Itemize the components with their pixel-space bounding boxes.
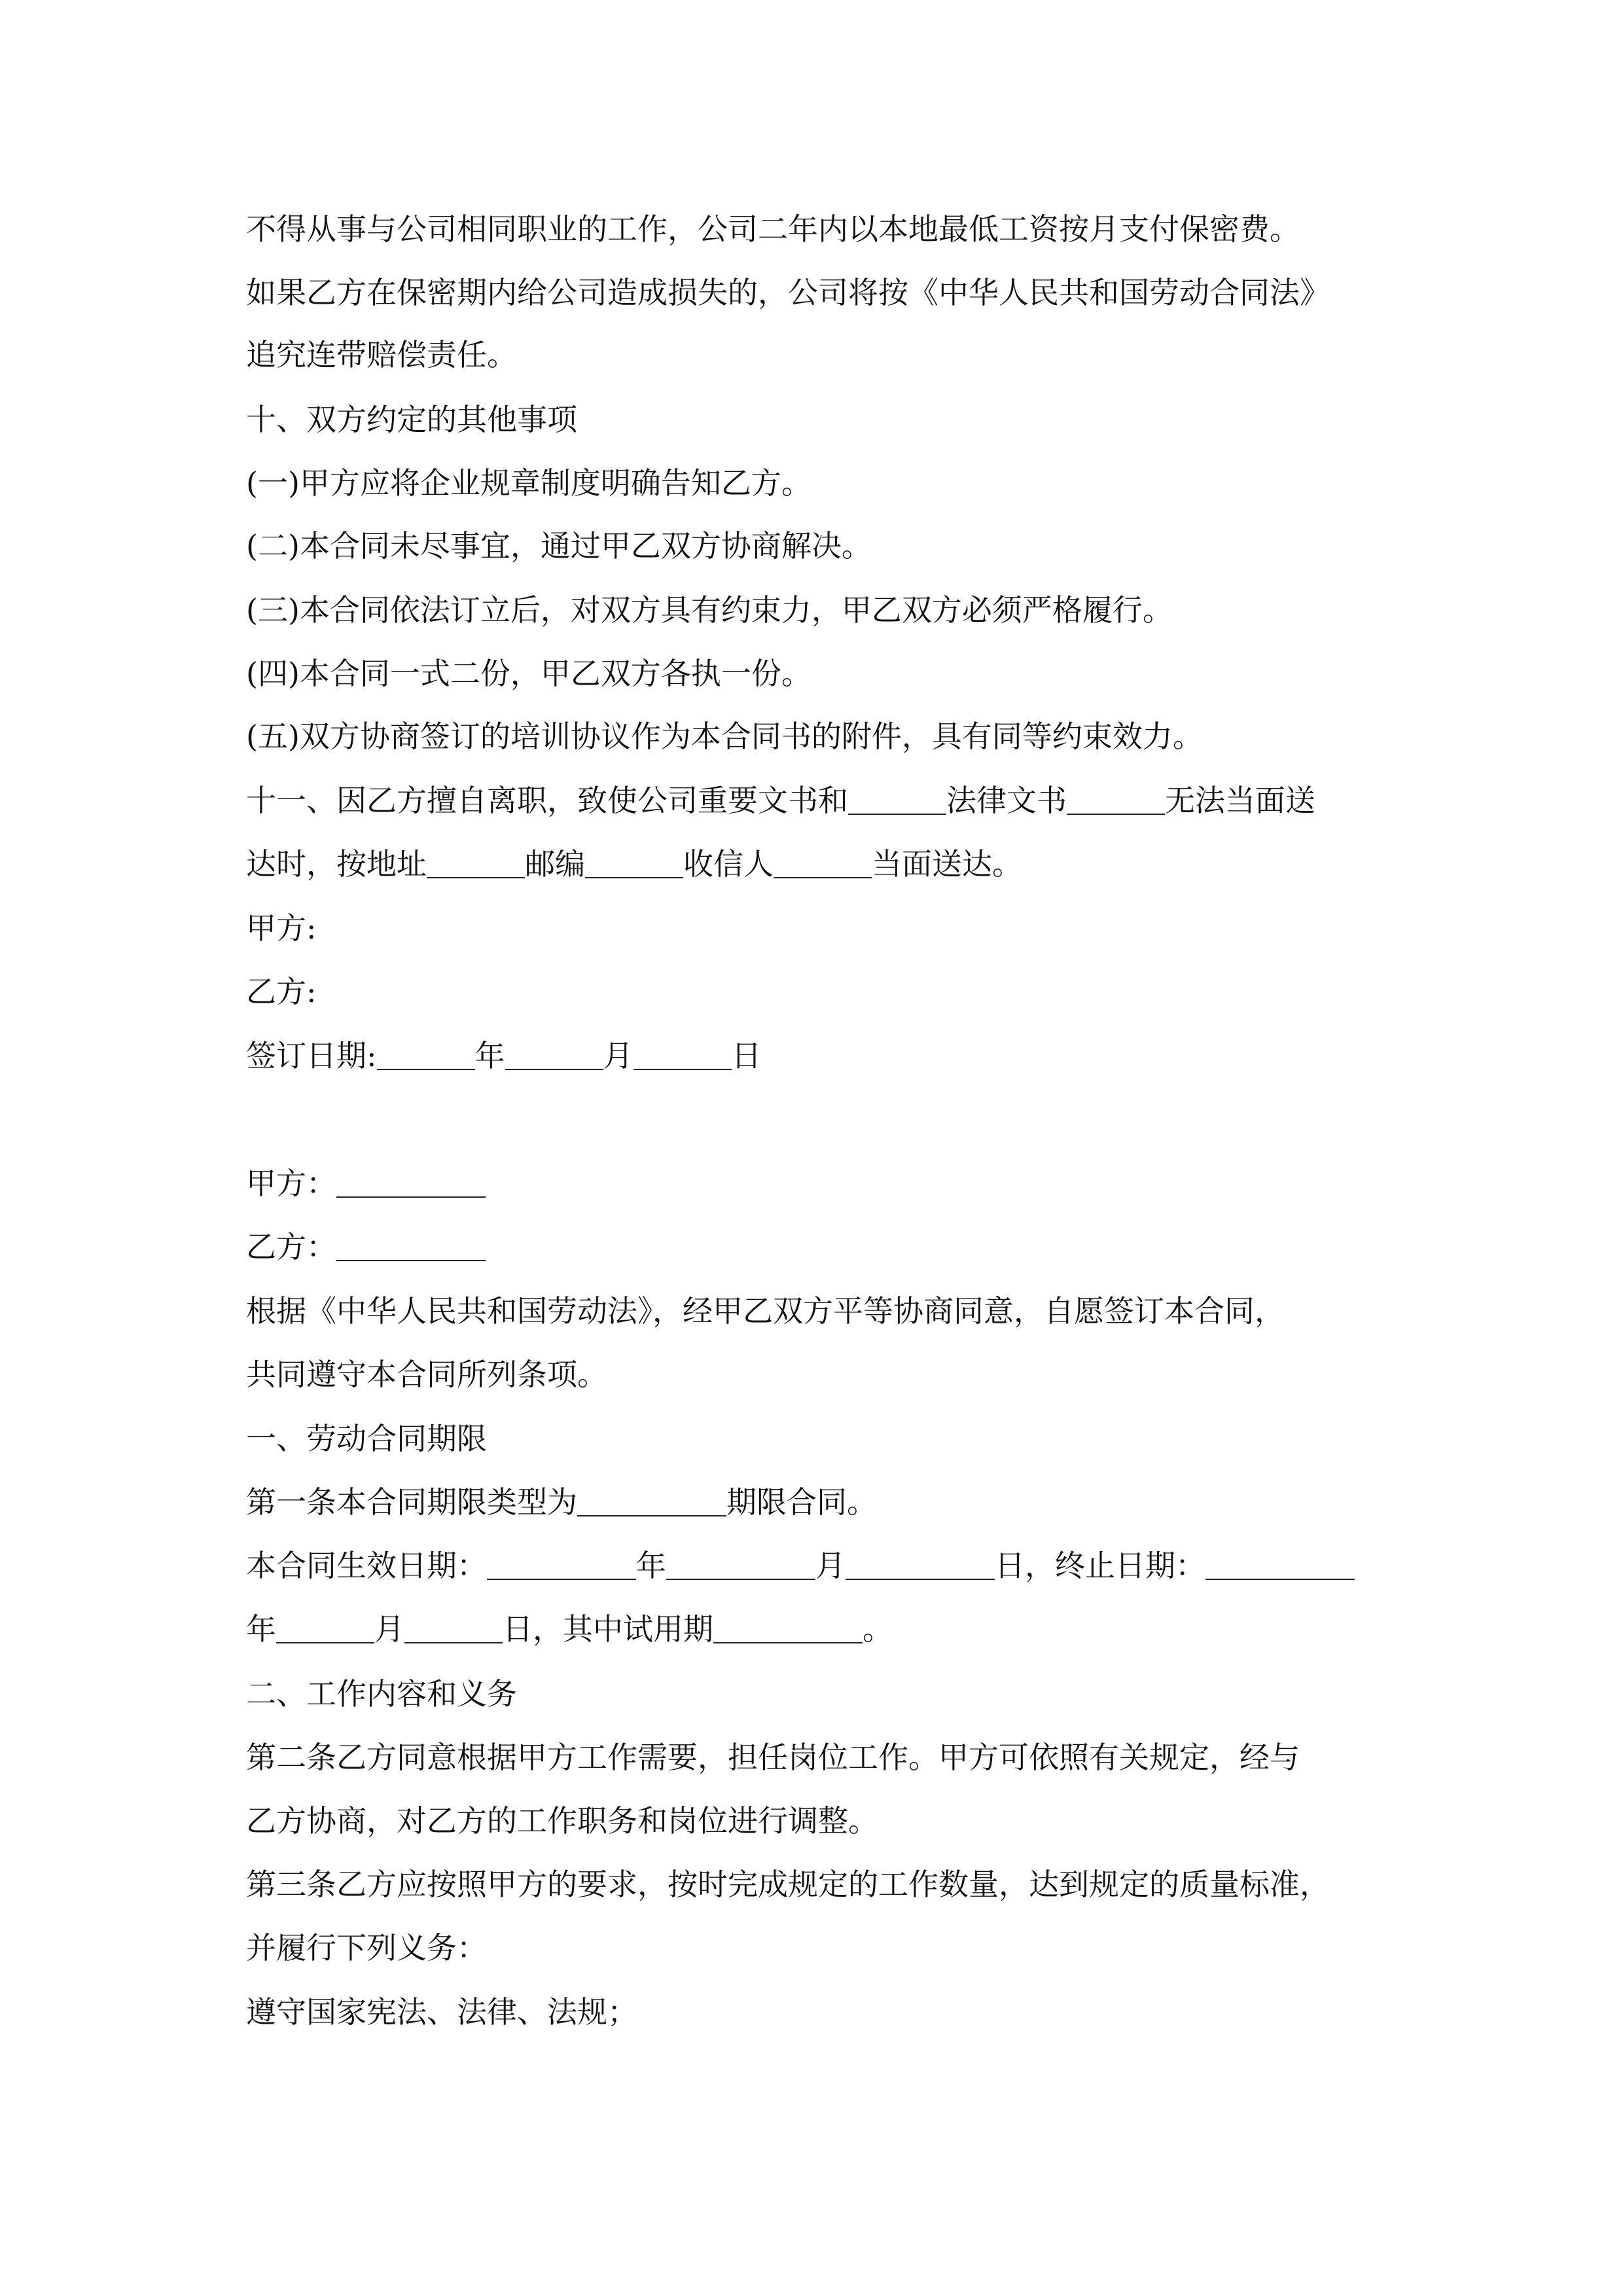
end-date-label: 日，终止日期： [995, 1548, 1205, 1583]
section-10-item-1: (一)甲方应将企业规章制度明确告知乙方。 [246, 465, 812, 501]
probation-line [246, 1608, 1385, 1650]
address-blank [427, 846, 525, 878]
party-a-label-2: 甲方： [246, 1166, 336, 1201]
sign-date-label: 签订日期: [246, 1038, 377, 1073]
section-10-item-5: (五)双方协商签订的培训协议作为本合同书的附件，具有同等约束效力。 [246, 719, 1203, 754]
year-label: 年 [246, 1611, 276, 1647]
intro-line-1: 根据《中华人民共和国劳动法》，经甲乙双方平等协商同意，自愿签订本合同， [246, 1293, 1285, 1329]
effective-date-line [246, 1545, 1385, 1587]
party-b-label-2: 乙方： [246, 1229, 336, 1265]
section-11-text: 收信人 [683, 846, 774, 882]
section-2-title: 二、工作内容和义务 [246, 1676, 517, 1712]
year-blank [377, 1037, 475, 1070]
party-b-blank [336, 1229, 486, 1261]
blank-line [848, 782, 946, 815]
month-label: 月 [374, 1611, 404, 1647]
party-a-sign-line [246, 1162, 1385, 1204]
year-label: 年 [636, 1548, 666, 1583]
article-3-line-2: 并履行下列义务： [246, 1930, 487, 1965]
postcode-blank [585, 846, 683, 878]
month-label: 月 [603, 1038, 633, 1073]
intro-line-2: 共同遵守本合同所列条项。 [246, 1357, 607, 1392]
section-10-title: 十、双方约定的其他事项 [246, 402, 577, 437]
month-blank [505, 1037, 603, 1070]
paragraph-line: 如果乙方在保密期内给公司造成损失的，公司将按《中华人民共和国劳动合同法》 [246, 275, 1330, 310]
probation-blank [713, 1611, 863, 1643]
section-1-title: 一、劳动合同期限 [246, 1421, 487, 1456]
section-11-line-2 [246, 843, 1385, 885]
article-2-line-1: 第二条乙方同意根据甲方工作需要，担任岗位工作。甲方可依照有关规定，经与 [246, 1740, 1300, 1775]
sign-date-line [246, 1035, 1385, 1077]
probation-label: 日，其中试用期 [503, 1611, 713, 1647]
section-11-text: 达时，按地址 [246, 846, 427, 882]
section-10-item-2: (二)本合同未尽事宜，通过甲乙双方协商解决。 [246, 528, 872, 564]
recipient-blank [774, 846, 872, 878]
section-11-line-1 [246, 780, 1385, 821]
party-b-label: 乙方: [246, 974, 317, 1009]
end-year-blank [1205, 1547, 1355, 1580]
article-1-text: 第一条本合同期限类型为 [246, 1484, 577, 1520]
year-blank [487, 1547, 636, 1580]
section-11-text: 当面送达。 [872, 846, 1022, 882]
day-blank [633, 1037, 732, 1070]
paragraph-line: 追究连带赔偿责任。 [246, 337, 517, 372]
section-10-item-3: (三)本合同依法订立后，对双方具有约束力，甲乙双方必须严格履行。 [246, 592, 1173, 628]
day-blank [404, 1611, 503, 1643]
month-blank [276, 1611, 374, 1643]
year-label: 年 [474, 1038, 505, 1073]
party-a-label: 甲方: [246, 910, 317, 946]
month-blank [666, 1547, 815, 1580]
article-3-line-1: 第三条乙方应按照甲方的要求，按时完成规定的工作数量，达到规定的质量标准， [246, 1867, 1330, 1902]
day-label: 日 [731, 1038, 762, 1073]
probation-end: 。 [863, 1611, 893, 1647]
month-label: 月 [815, 1548, 846, 1583]
section-11-text: 无法当面送 [1165, 783, 1315, 818]
effective-date-label: 本合同生效日期： [246, 1548, 487, 1583]
article-1-line [246, 1481, 1385, 1523]
paragraph-line: 不得从事与公司相同职业的工作，公司二年内以本地最低工资按月支付保密费。 [246, 211, 1300, 247]
obligation-1: 遵守国家宪法、法律、法规； [246, 1994, 637, 2030]
article-1-text: 期限合同。 [726, 1484, 877, 1520]
day-blank [846, 1547, 995, 1580]
section-11-text: 十一、因乙方擅自离职，致使公司重要文书和 [246, 783, 848, 818]
section-11-text: 邮编 [525, 846, 585, 882]
blank-line [1067, 782, 1165, 815]
section-11-text: 法律文书 [946, 783, 1067, 818]
contract-type-blank [577, 1484, 726, 1516]
section-10-item-4: (四)本合同一式二份，甲乙双方各执一份。 [246, 656, 812, 691]
party-a-blank [336, 1165, 486, 1198]
party-b-sign-line [246, 1226, 1385, 1268]
article-2-line-2: 乙方协商，对乙方的工作职务和岗位进行调整。 [246, 1803, 878, 1839]
